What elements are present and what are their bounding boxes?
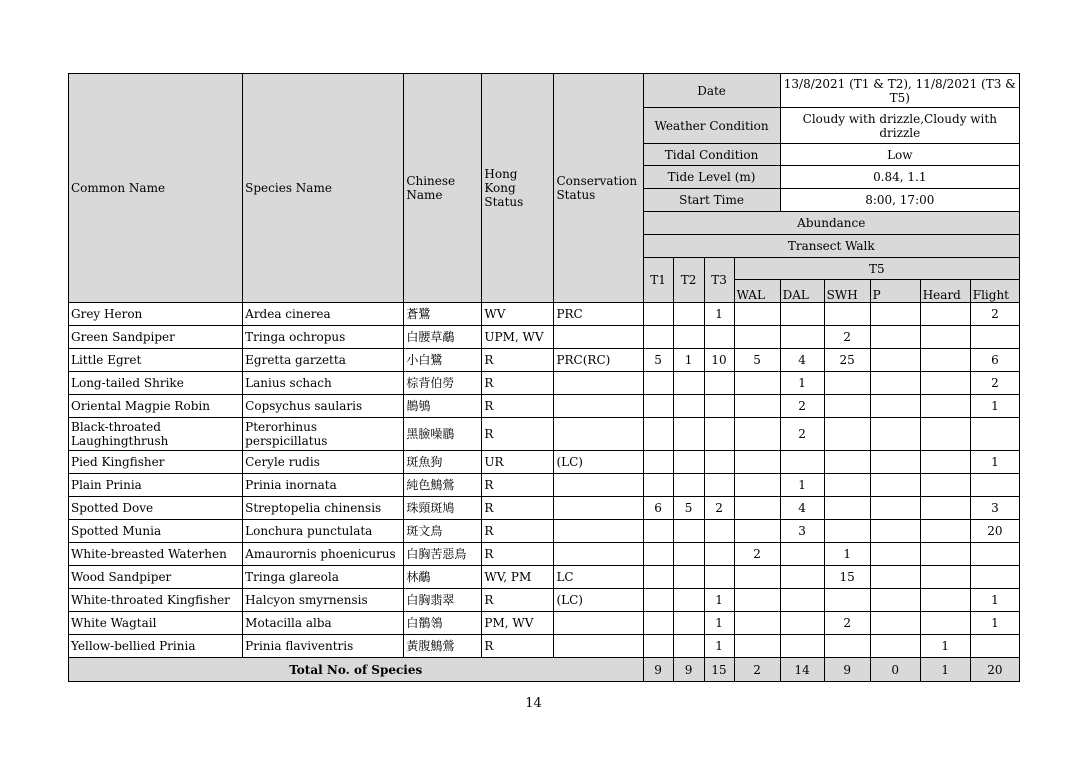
hk-status-cell: R <box>482 589 554 612</box>
conservation-status-cell: LC <box>554 566 643 589</box>
table-row <box>69 635 1020 658</box>
count-cell-heard <box>920 589 970 612</box>
table-row <box>69 326 1020 349</box>
condition-value-weather: Cloudy with drizzle,Cloudy with drizzle <box>780 108 1019 144</box>
header-conservation-status: Conservation Status <box>554 74 643 303</box>
count-cell-t3: 1 <box>704 303 734 326</box>
count-cell-p <box>870 543 920 566</box>
count-cell-t3 <box>704 451 734 474</box>
count-cell-t3: 1 <box>704 612 734 635</box>
common-name-cell: Spotted Munia <box>69 520 243 543</box>
count-cell-t1 <box>643 474 673 497</box>
conservation-status-cell: PRC(RC) <box>554 349 643 372</box>
hk-status-cell: R <box>482 372 554 395</box>
count-cell-flight: 1 <box>970 395 1019 418</box>
total-count: 14 <box>780 658 824 682</box>
count-cell-swh <box>824 497 870 520</box>
table-row <box>69 474 1020 497</box>
count-cell-t1: 5 <box>643 349 673 372</box>
count-cell-p <box>870 520 920 543</box>
count-cell-heard <box>920 395 970 418</box>
count-cell-dal <box>780 612 824 635</box>
table-row <box>69 589 1020 612</box>
species-name-cell: Halcyon smyrnensis <box>243 589 404 612</box>
count-cell-t3 <box>704 395 734 418</box>
conservation-status-cell <box>554 635 643 658</box>
count-cell-wal <box>734 612 780 635</box>
conservation-status-cell <box>554 372 643 395</box>
table-row <box>69 395 1020 418</box>
chinese-name-cell: 林鷸 <box>404 566 482 589</box>
hk-status-cell: UPM, WV <box>482 326 554 349</box>
chinese-name-cell: 白胸苦惡鳥 <box>404 543 482 566</box>
conservation-status-cell: PRC <box>554 303 643 326</box>
common-name-cell: White-throated Kingfisher <box>69 589 243 612</box>
abundance-header: Abundance <box>643 212 1019 235</box>
count-cell-p <box>870 372 920 395</box>
count-cell-heard <box>920 303 970 326</box>
count-cell-dal <box>780 326 824 349</box>
count-cell-swh: 25 <box>824 349 870 372</box>
column-header-heard: Heard <box>920 280 970 303</box>
count-cell-flight: 1 <box>970 612 1019 635</box>
count-cell-t1 <box>643 543 673 566</box>
total-count: 20 <box>970 658 1019 682</box>
conservation-status-cell <box>554 395 643 418</box>
count-cell-swh <box>824 395 870 418</box>
count-cell-dal: 1 <box>780 372 824 395</box>
count-cell-flight <box>970 474 1019 497</box>
count-cell-dal: 4 <box>780 349 824 372</box>
count-cell-t3: 1 <box>704 589 734 612</box>
species-name-cell: Prinia flaviventris <box>243 635 404 658</box>
count-cell-p <box>870 589 920 612</box>
transect-walk-header: Transect Walk <box>643 235 1019 258</box>
chinese-name-cell: 鵲鴝 <box>404 395 482 418</box>
condition-value-tide-level: 0.84, 1.1 <box>780 166 1019 189</box>
common-name-cell: Black-throated Laughingthrush <box>69 418 243 451</box>
count-cell-wal: 5 <box>734 349 780 372</box>
count-cell-dal <box>780 303 824 326</box>
count-cell-swh <box>824 474 870 497</box>
table-row <box>69 451 1020 474</box>
column-header-swh: SWH <box>824 280 870 303</box>
count-cell-t3 <box>704 566 734 589</box>
count-cell-t2 <box>673 566 704 589</box>
total-count: 9 <box>824 658 870 682</box>
count-cell-heard <box>920 372 970 395</box>
count-cell-wal <box>734 635 780 658</box>
conservation-status-cell <box>554 326 643 349</box>
species-name-cell: Lonchura punctulata <box>243 520 404 543</box>
count-cell-flight: 2 <box>970 303 1019 326</box>
count-cell-t2: 5 <box>673 497 704 520</box>
common-name-cell: White-breasted Waterhen <box>69 543 243 566</box>
count-cell-p <box>870 303 920 326</box>
count-cell-heard <box>920 520 970 543</box>
count-cell-t3 <box>704 520 734 543</box>
chinese-name-cell: 蒼鷺 <box>404 303 482 326</box>
count-cell-flight <box>970 326 1019 349</box>
conservation-status-cell <box>554 543 643 566</box>
count-cell-t3 <box>704 326 734 349</box>
count-cell-wal <box>734 566 780 589</box>
chinese-name-cell: 棕背伯勞 <box>404 372 482 395</box>
count-cell-wal <box>734 418 780 451</box>
page-number: 14 <box>525 696 542 711</box>
count-cell-t2: 1 <box>673 349 704 372</box>
conservation-status-cell: (LC) <box>554 589 643 612</box>
count-cell-flight <box>970 418 1019 451</box>
count-cell-wal <box>734 451 780 474</box>
hk-status-cell: WV, PM <box>482 566 554 589</box>
common-name-cell: Grey Heron <box>69 303 243 326</box>
count-cell-swh <box>824 451 870 474</box>
table-row <box>69 418 1020 451</box>
condition-value-start-time: 8:00, 17:00 <box>780 189 1019 212</box>
common-name-cell: Long-tailed Shrike <box>69 372 243 395</box>
total-count: 9 <box>643 658 673 682</box>
count-cell-t2 <box>673 635 704 658</box>
count-cell-t2 <box>673 474 704 497</box>
hk-status-cell: R <box>482 520 554 543</box>
header-hk-status: Hong Kong Status <box>482 74 554 303</box>
total-count: 2 <box>734 658 780 682</box>
species-name-cell: Tringa ochropus <box>243 326 404 349</box>
count-cell-heard <box>920 566 970 589</box>
count-cell-p <box>870 418 920 451</box>
chinese-name-cell: 純色鷦鶯 <box>404 474 482 497</box>
count-cell-swh: 2 <box>824 326 870 349</box>
table-header <box>69 74 1020 303</box>
column-header-p: P <box>870 280 920 303</box>
t5-header: T5 <box>734 258 1019 280</box>
common-name-cell: Green Sandpiper <box>69 326 243 349</box>
hk-status-cell: R <box>482 418 554 451</box>
conservation-status-cell <box>554 612 643 635</box>
count-cell-flight: 1 <box>970 589 1019 612</box>
count-cell-t2 <box>673 418 704 451</box>
count-cell-t3 <box>704 372 734 395</box>
count-cell-t1 <box>643 635 673 658</box>
condition-value-tidal: Low <box>780 144 1019 166</box>
count-cell-t1 <box>643 372 673 395</box>
count-cell-p <box>870 612 920 635</box>
count-cell-t1 <box>643 395 673 418</box>
count-cell-heard <box>920 612 970 635</box>
conservation-status-cell <box>554 497 643 520</box>
count-cell-wal <box>734 303 780 326</box>
count-cell-swh <box>824 520 870 543</box>
table-row <box>69 349 1020 372</box>
count-cell-wal <box>734 372 780 395</box>
count-cell-p <box>870 451 920 474</box>
count-cell-t3 <box>704 474 734 497</box>
species-name-cell: Motacilla alba <box>243 612 404 635</box>
hk-status-cell: WV <box>482 303 554 326</box>
hk-status-cell: R <box>482 497 554 520</box>
count-cell-flight <box>970 635 1019 658</box>
count-cell-dal <box>780 566 824 589</box>
species-name-cell: Ceryle rudis <box>243 451 404 474</box>
condition-label-start-time: Start Time <box>643 189 780 212</box>
count-cell-t3: 2 <box>704 497 734 520</box>
count-cell-dal: 1 <box>780 474 824 497</box>
species-name-cell: Pterorhinus perspicillatus <box>243 418 404 451</box>
count-cell-dal: 3 <box>780 520 824 543</box>
count-cell-t3: 1 <box>704 635 734 658</box>
table-row <box>69 612 1020 635</box>
chinese-name-cell: 珠頸斑鳩 <box>404 497 482 520</box>
table-row <box>69 372 1020 395</box>
hk-status-cell: PM, WV <box>482 612 554 635</box>
species-name-cell: Prinia inornata <box>243 474 404 497</box>
count-cell-swh <box>824 635 870 658</box>
common-name-cell: Wood Sandpiper <box>69 566 243 589</box>
count-cell-t1 <box>643 612 673 635</box>
count-cell-t2 <box>673 395 704 418</box>
species-survey-table <box>68 73 1020 682</box>
count-cell-wal <box>734 497 780 520</box>
common-name-cell: Yellow-bellied Prinia <box>69 635 243 658</box>
hk-status-cell: R <box>482 543 554 566</box>
species-name-cell: Streptopelia chinensis <box>243 497 404 520</box>
count-cell-p <box>870 474 920 497</box>
count-cell-t1: 6 <box>643 497 673 520</box>
column-header-flight: Flight <box>970 280 1019 303</box>
total-count: 0 <box>870 658 920 682</box>
count-cell-t2 <box>673 543 704 566</box>
total-row <box>69 658 1020 682</box>
count-cell-wal <box>734 326 780 349</box>
condition-value-date: 13/8/2021 (T1 & T2), 11/8/2021 (T3 & T5) <box>780 74 1019 108</box>
count-cell-p <box>870 635 920 658</box>
chinese-name-cell: 白腰草鷸 <box>404 326 482 349</box>
header-species-name: Species Name <box>243 74 404 303</box>
count-cell-dal: 4 <box>780 497 824 520</box>
column-header-t1: T1 <box>643 258 673 303</box>
count-cell-flight <box>970 566 1019 589</box>
count-cell-t1 <box>643 566 673 589</box>
chinese-name-cell: 小白鷺 <box>404 349 482 372</box>
common-name-cell: Pied Kingfisher <box>69 451 243 474</box>
condition-label-date: Date <box>643 74 780 108</box>
count-cell-p <box>870 349 920 372</box>
count-cell-dal <box>780 543 824 566</box>
table-row <box>69 303 1020 326</box>
chinese-name-cell: 白胸翡翠 <box>404 589 482 612</box>
count-cell-p <box>870 497 920 520</box>
count-cell-heard: 1 <box>920 635 970 658</box>
table-footer <box>69 658 1020 682</box>
hk-status-cell: R <box>482 474 554 497</box>
conservation-status-cell <box>554 474 643 497</box>
count-cell-swh: 1 <box>824 543 870 566</box>
count-cell-t3 <box>704 543 734 566</box>
count-cell-heard <box>920 349 970 372</box>
count-cell-flight: 1 <box>970 451 1019 474</box>
chinese-name-cell: 斑魚狗 <box>404 451 482 474</box>
table-body <box>69 303 1020 658</box>
chinese-name-cell: 黑臉噪鶥 <box>404 418 482 451</box>
condition-label-weather: Weather Condition <box>643 108 780 144</box>
count-cell-swh <box>824 372 870 395</box>
count-cell-dal: 2 <box>780 418 824 451</box>
count-cell-wal <box>734 395 780 418</box>
table-row <box>69 543 1020 566</box>
common-name-cell: Little Egret <box>69 349 243 372</box>
count-cell-p <box>870 566 920 589</box>
count-cell-t1 <box>643 451 673 474</box>
species-name-cell: Tringa glareola <box>243 566 404 589</box>
conservation-status-cell: (LC) <box>554 451 643 474</box>
column-header-dal: DAL <box>780 280 824 303</box>
count-cell-swh <box>824 589 870 612</box>
count-cell-wal: 2 <box>734 543 780 566</box>
species-name-cell: Lanius schach <box>243 372 404 395</box>
table-row <box>69 566 1020 589</box>
table-row <box>69 497 1020 520</box>
count-cell-wal <box>734 474 780 497</box>
count-cell-p <box>870 395 920 418</box>
common-name-cell: Oriental Magpie Robin <box>69 395 243 418</box>
count-cell-t2 <box>673 372 704 395</box>
species-name-cell: Ardea cinerea <box>243 303 404 326</box>
count-cell-swh: 15 <box>824 566 870 589</box>
species-name-cell: Amaurornis phoenicurus <box>243 543 404 566</box>
condition-label-tide-level: Tide Level (m) <box>643 166 780 189</box>
count-cell-flight: 6 <box>970 349 1019 372</box>
count-cell-t3 <box>704 418 734 451</box>
count-cell-p <box>870 326 920 349</box>
total-label: Total No. of Species <box>69 658 644 682</box>
count-cell-swh: 2 <box>824 612 870 635</box>
count-cell-wal <box>734 589 780 612</box>
hk-status-cell: R <box>482 395 554 418</box>
count-cell-t2 <box>673 451 704 474</box>
count-cell-heard <box>920 474 970 497</box>
species-name-cell: Copsychus saularis <box>243 395 404 418</box>
hk-status-cell: UR <box>482 451 554 474</box>
species-name-cell: Egretta garzetta <box>243 349 404 372</box>
count-cell-heard <box>920 451 970 474</box>
common-name-cell: Spotted Dove <box>69 497 243 520</box>
count-cell-flight <box>970 543 1019 566</box>
header-common-name: Common Name <box>69 74 243 303</box>
count-cell-t1 <box>643 326 673 349</box>
count-cell-dal <box>780 635 824 658</box>
hk-status-cell: R <box>482 635 554 658</box>
count-cell-flight: 3 <box>970 497 1019 520</box>
total-count: 9 <box>673 658 704 682</box>
count-cell-t1 <box>643 303 673 326</box>
table-row <box>69 520 1020 543</box>
count-cell-heard <box>920 497 970 520</box>
header-chinese-name: Chinese Name <box>404 74 482 303</box>
count-cell-swh <box>824 303 870 326</box>
total-count: 15 <box>704 658 734 682</box>
count-cell-heard <box>920 543 970 566</box>
count-cell-t2 <box>673 589 704 612</box>
count-cell-flight: 2 <box>970 372 1019 395</box>
count-cell-t1 <box>643 520 673 543</box>
count-cell-dal: 2 <box>780 395 824 418</box>
conservation-status-cell <box>554 418 643 451</box>
count-cell-t1 <box>643 418 673 451</box>
column-header-t2: T2 <box>673 258 704 303</box>
column-header-wal: WAL <box>734 280 780 303</box>
count-cell-heard <box>920 418 970 451</box>
common-name-cell: White Wagtail <box>69 612 243 635</box>
hk-status-cell: R <box>482 349 554 372</box>
count-cell-flight: 20 <box>970 520 1019 543</box>
count-cell-t3: 10 <box>704 349 734 372</box>
count-cell-t2 <box>673 303 704 326</box>
conservation-status-cell <box>554 520 643 543</box>
count-cell-t2 <box>673 612 704 635</box>
count-cell-dal <box>780 589 824 612</box>
count-cell-wal <box>734 520 780 543</box>
count-cell-dal <box>780 451 824 474</box>
chinese-name-cell: 黃腹鷦鶯 <box>404 635 482 658</box>
condition-label-tidal: Tidal Condition <box>643 144 780 166</box>
count-cell-t2 <box>673 520 704 543</box>
count-cell-t1 <box>643 589 673 612</box>
chinese-name-cell: 斑文鳥 <box>404 520 482 543</box>
total-count: 1 <box>920 658 970 682</box>
column-header-t3: T3 <box>704 258 734 303</box>
chinese-name-cell: 白鶺鴒 <box>404 612 482 635</box>
common-name-cell: Plain Prinia <box>69 474 243 497</box>
count-cell-t2 <box>673 326 704 349</box>
count-cell-swh <box>824 418 870 451</box>
count-cell-heard <box>920 326 970 349</box>
